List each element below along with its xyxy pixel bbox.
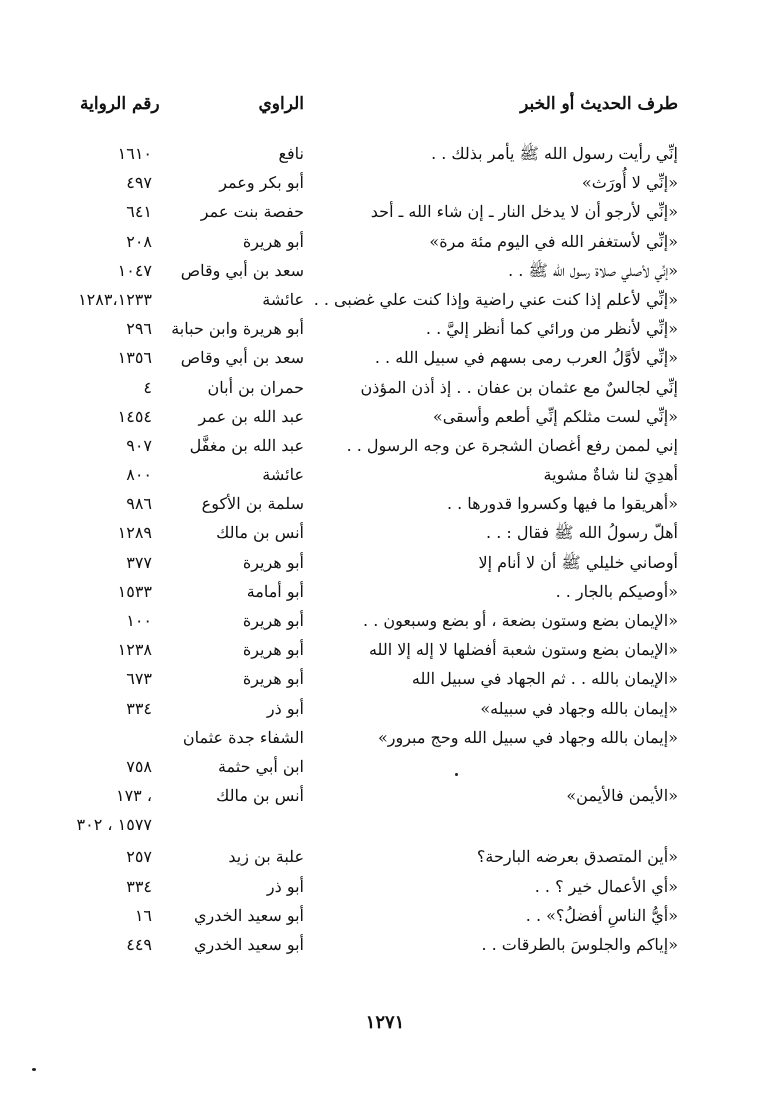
- hadith-text: «إنِّي لا أُورَث»: [581, 173, 678, 193]
- table-row: [0, 815, 764, 847]
- hadith-text: «إنِّي لأنظر من ورائي كما أنظر إليَّ . .: [425, 319, 678, 339]
- table-row: [0, 436, 764, 465]
- narrator-name: سعد بن أبي وقاص: [180, 260, 304, 280]
- table-row: [0, 699, 764, 728]
- table-row: [0, 202, 764, 231]
- hadith-text: «الإيمان بضع وستون بضعة ، أو بضع وسبعون . .: [363, 611, 678, 630]
- hadith-text: أهدِيَ لنا شاةٌ مشوية: [543, 465, 678, 485]
- narration-number: ١٠٤٧: [117, 260, 152, 280]
- table-row: [0, 523, 764, 552]
- hadith-text: «أوصيكم بالجار . .: [555, 581, 678, 601]
- column-header-number: رقم الرواية: [80, 94, 160, 114]
- hadith-text: «أي الأعمال خير ؟ . .: [534, 876, 678, 896]
- hadith-text: «الأيمن فالأيمن»: [566, 786, 678, 806]
- hadith-text: «أيُّ الناسِ أفضلُ؟» . .: [525, 905, 678, 925]
- narrator-name: أنس بن مالك: [216, 523, 304, 543]
- table-row: [0, 906, 764, 935]
- hadith-text: «أين المتصدق بعرضه البارحة؟: [476, 847, 678, 867]
- table-row: [0, 640, 764, 669]
- narration-number: ١٠٠: [126, 611, 152, 630]
- table-row: [0, 465, 764, 494]
- hadith-text: إنِّي لجالسٌ مع عثمان بن عفان . . إذ أذن المؤذن: [360, 377, 678, 397]
- table-row: [0, 261, 764, 290]
- narrator-name: أبو بكر وعمر: [219, 173, 304, 193]
- narration-number: ٢٥٧: [126, 847, 152, 867]
- table-row: [0, 144, 764, 173]
- narrator-name: عبد الله بن عمر: [198, 406, 304, 426]
- narrator-name: سعد بن أبي وقاص: [180, 348, 304, 368]
- table-row: [0, 611, 764, 640]
- table-row: [0, 877, 764, 906]
- narrator-name: نافع: [278, 144, 304, 163]
- hadith-text: إنِّي رأيت رسول الله ﷺ يأمر بذلك . .: [431, 144, 678, 163]
- hadith-text: «إنِّي لست مثلكم إنِّي أطعم وأسقى»: [432, 406, 678, 426]
- table-row: [0, 935, 764, 964]
- narration-number: ٧٥٨: [126, 756, 152, 776]
- hadith-text: «إنِّي لأوَّلُ العرب رمى بسهم في سبيل الله . .: [374, 348, 678, 368]
- narrator-name: أبو هريرة: [242, 669, 304, 689]
- narration-number: ٣٧٧: [126, 552, 152, 572]
- narration-number: ١٥٧٧ ، ٣٠٢: [76, 815, 152, 835]
- narration-number: ، ١٧٣: [115, 786, 152, 806]
- narrator-name: أبو هريرة: [242, 640, 304, 660]
- hadith-text: «إنِّي لأستغفر الله في اليوم مئة مرة»: [429, 231, 678, 251]
- narrator-name: حمران بن أبان: [207, 377, 304, 397]
- hadith-text: «إيمان بالله وجهاد في سبيله»: [480, 698, 678, 718]
- narration-number: ٦٤١: [126, 202, 152, 222]
- narrator-name: أبو هريرة: [242, 611, 304, 630]
- narration-number: ١٢٨٩: [117, 523, 152, 543]
- narrator-name: الشفاء جدة عثمان: [182, 727, 304, 747]
- narration-number: ٣٣٤: [126, 876, 152, 896]
- table-row: [0, 728, 764, 757]
- hadith-text: «إياكم والجلوسَ بالطرقات . .: [481, 934, 678, 954]
- narration-number: ٩٠٧: [126, 435, 152, 455]
- hadith-text: «الإيمان بالله . . ثم الجهاد في سبيل الله: [411, 669, 678, 689]
- narrator-name: أبو سعيد الخدري: [194, 905, 304, 925]
- narrator-name: علبة بن زيد: [228, 847, 304, 867]
- narrator-name: عبد الله بن مغفَّل: [189, 435, 304, 455]
- index-table: [0, 144, 764, 964]
- narration-number: ١٢٨٣،١٢٣٣: [78, 289, 152, 309]
- hadith-text: «إيمان بالله وجهاد في سبيل الله وحج مبرور»: [377, 727, 678, 747]
- hadith-text: «إنِّي لأصلي صلاة رسول الله ﷺ . .: [508, 260, 678, 280]
- narration-number: ١٢٣٨: [117, 640, 152, 660]
- hadith-text: «إنِّي لأرجو أن لا يدخل النار ـ إن شاء الله ـ أحد: [370, 202, 678, 222]
- hadith-text: أوصاني خليلي ﷺ أن لا أنام إلا: [478, 552, 678, 572]
- table-row: [0, 378, 764, 407]
- narrator-name: عائشة: [262, 289, 304, 309]
- hadith-text: «الإيمان بضع وستون شعبة أفضلها لا إله إلا الله: [368, 640, 678, 660]
- table-row: [0, 407, 764, 436]
- narration-number: ٩٨٦: [126, 494, 152, 514]
- narration-number: ٢٩٦: [126, 319, 152, 339]
- table-row: [0, 173, 764, 202]
- narrator-name: عائشة: [262, 465, 304, 485]
- table-row: [0, 582, 764, 611]
- hadith-text: أهلّ رسولُ الله ﷺ فقال : . .: [486, 523, 678, 543]
- narrator-name: أبو سعيد الخدري: [194, 934, 304, 954]
- ink-speck: [455, 773, 458, 776]
- table-row: [0, 847, 764, 876]
- narrator-name: أبو هريرة وابن حبابة: [171, 319, 304, 339]
- table-row: [0, 494, 764, 523]
- hadith-text: «أهريقوا ما فيها وكسروا قدورها . .: [446, 494, 678, 514]
- narration-number: ٤٩٧: [126, 173, 152, 193]
- narration-number: ١٥٣٣: [117, 581, 152, 601]
- table-row: [0, 757, 764, 786]
- narration-number: ٣٣٤: [126, 698, 152, 718]
- hadith-text: إني لممن رفع أغصان الشجرة عن وجه الرسول . .: [346, 435, 678, 455]
- narration-number: ٢٠٨: [126, 231, 152, 251]
- narrator-name: حفصة بنت عمر: [200, 202, 304, 222]
- table-row: [0, 786, 764, 815]
- table-row: [0, 319, 764, 348]
- hadith-text: «إنِّي لأعلم إذا كنت عني راضية وإذا كنت علي غضبى . .: [313, 289, 678, 309]
- table-row: [0, 553, 764, 582]
- column-header-hadith: طرف الحديث أو الخبر: [520, 94, 678, 114]
- narrator-name: أنس بن مالك: [216, 786, 304, 806]
- narration-number: ١٣٥٦: [117, 348, 152, 368]
- narrator-name: أبو هريرة: [242, 552, 304, 572]
- narrator-name: ابن أبي حثمة: [217, 756, 304, 776]
- narration-number: ٨٠٠: [126, 465, 152, 485]
- narration-number: ٤: [143, 377, 152, 397]
- table-row: [0, 290, 764, 319]
- narration-number: ١٦١٠: [117, 144, 152, 163]
- narration-number: ٦٧٣: [126, 669, 152, 689]
- narrator-name: سلمة بن الأكوع: [201, 494, 304, 514]
- table-row: [0, 348, 764, 377]
- column-header-narrator: الراوي: [258, 94, 304, 114]
- narration-number: ١٤٥٤: [117, 406, 152, 426]
- narration-number: ١٦: [134, 905, 152, 925]
- table-row: [0, 669, 764, 698]
- narration-number: ٤٤٩: [126, 934, 152, 954]
- narrator-name: أبو ذر: [266, 698, 304, 718]
- table-row: [0, 232, 764, 261]
- narrator-name: أبو أمامة: [246, 581, 304, 601]
- narrator-name: أبو ذر: [266, 876, 304, 896]
- ink-speck: [32, 1068, 36, 1071]
- narrator-name: أبو هريرة: [242, 231, 304, 251]
- page-number: ١٢٧١: [365, 1012, 405, 1033]
